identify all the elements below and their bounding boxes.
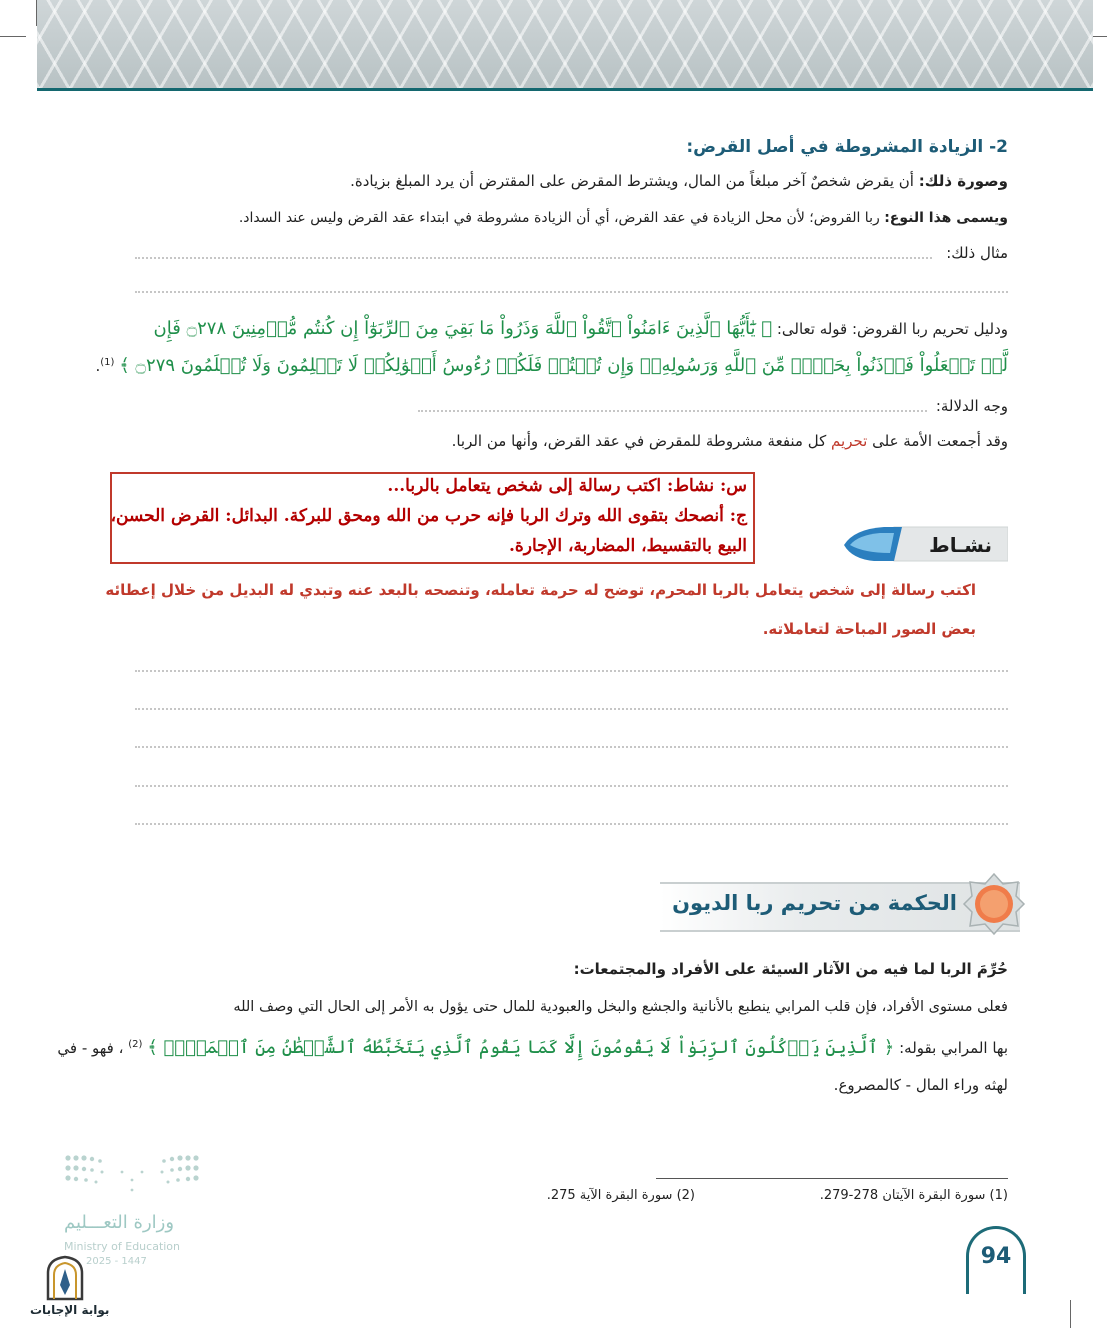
answer-question-line: س: نشاط: اكتب رسالة إلى شخص يتعامل بالربا...: [387, 476, 747, 496]
answer-line: [135, 785, 1008, 787]
crop-mark: [0, 36, 26, 37]
section1-heading: 2- الزيادة المشروطة في أصل القرض:: [686, 137, 1008, 157]
answer-line: [135, 257, 932, 259]
consensus-part1: وقد أجمعت الأمة على: [872, 432, 1008, 450]
section2-para-line1: فعلى مستوى الأفراد، فإن قلب المرابي ينطبع بالأنانية والجشع والبخل والعبودية للمال حتى يؤول به الأمر إلى الحال التي وصف الله: [233, 999, 1008, 1015]
consensus-red-word: تحريم: [831, 432, 868, 450]
ministry-name-ar: وزارة التعـــليم: [64, 1212, 175, 1233]
ministry-name-en: Ministry of Education: [64, 1240, 181, 1253]
footnote-1: (1) سورة البقرة الآيتان 278-279.: [819, 1188, 1008, 1203]
section2-heading: الحكمة من تحريم ربا الديون: [672, 891, 957, 915]
answer-line: [135, 746, 1008, 748]
name-text: ربا القروض؛ لأن محل الزيادة في عقد القرض، أي أن الزيادة مشروطة في ابتداء عقد القرض وليس عند السداد.: [238, 210, 880, 226]
example-label: مثال ذلك:: [946, 244, 1008, 262]
consensus-paragraph: [452, 432, 1008, 452]
consensus-part2: كل منفعة مشروطة للمقرض في عقد القرض، وأنها من الربا.: [451, 432, 827, 450]
verse-line2: لَّمۡ تَفۡعَلُواْ فَأۡذَنُواْ بِحَرۡبٖ مِّنَ ٱللَّهِ وَرَسُولِهِۦۖ وَإِن تُبۡتُمۡ فَلَكُمۡ رُءُوسُ أَمۡوَٰلِكُمۡ لَا تَظۡلِمُونَ وَلَا تُظۡلَمُونَ ۝٢٧٩ ﴾: [119, 355, 1008, 376]
name-paragraph: [239, 209, 1008, 227]
form-label: وصورة ذلك:: [918, 172, 1008, 190]
form-text: أن يقرض شخصٌ آخر مبلغاً من المال، ويشترط المقرض على المقترض أن يرد المبلغ بزيادة.: [350, 172, 914, 190]
form-paragraph: [350, 172, 1008, 192]
activity-tab: [844, 523, 1008, 565]
footnote-rule: [656, 1178, 1008, 1179]
activity-answer-box: [110, 472, 755, 564]
answer-line: [135, 670, 1008, 672]
section2-subheading: حُرِّمَ الربا لما فيه من الآثار السيئة على الأفراد والمجتمعات:: [573, 960, 1008, 978]
section2-line2-end: ، فهو - في: [57, 1039, 124, 1057]
evidence-line1: [154, 317, 1008, 340]
ministry-year: 2025 - 1447: [86, 1256, 147, 1267]
watermark-label: بوابة الإجابات: [30, 1303, 110, 1317]
footnote-ref-1: (1): [100, 357, 115, 368]
answer-line-1: ج: أنصحك بتقوى الله وترك الربا فإنه حرب من الله ومحق للبركة. البدائل: القرض الحسن،: [110, 506, 747, 526]
inference-label: وجه الدلالة:: [935, 397, 1008, 415]
header-pattern-banner: [37, 0, 1093, 91]
section2-intro: بها المرابي بقوله:: [899, 1039, 1008, 1057]
evidence-intro: ودليل تحريم ربا القروض: قوله تعالى:: [776, 320, 1008, 338]
activity-label: نشـاط: [929, 533, 992, 557]
name-label: ويسمى هذا النوع:: [884, 210, 1008, 226]
section2-verse: ﴿ ٱلَّذِينَ يَأۡكُلُونَ ٱلرِّبَوٰاْ لَا يَقُومُونَ إِلَّا كَمَا يَقُومُ ٱلَّذِي يَتَخَبَّطُهُ ٱلشَّيۡطَٰنُ مِنَ ٱلۡمَسِّۚ ﴾: [147, 1037, 895, 1058]
activity-instruction-line2: بعض الصور المباحة لتعاملاته.: [762, 620, 976, 638]
ministry-logo-icon: [62, 1150, 202, 1200]
verse-line1: ﴿ يَٰٓأَيُّهَا ٱلَّذِينَ ءَامَنُواْ ٱتَّقُواْ ٱللَّهَ وَذَرُواْ مَا بَقِيَ مِنَ ٱلرِّبَوٰٓاْ إِن كُنتُم مُّؤۡمِنِينَ ۝٢٧٨ فَإِن: [153, 318, 773, 339]
page-number: 94: [966, 1226, 1026, 1294]
crop-mark: [1070, 1300, 1071, 1328]
answer-line: [135, 708, 1008, 710]
activity-instruction-line1: اكتب رسالة إلى شخص يتعامل بالربا المحرم، توضح له حرمة تعامله، وتنصحه بالبعد عنه وتبدي له البديل من خلال إعطائه: [105, 581, 976, 599]
footnote-ref-2: (2): [128, 1039, 143, 1050]
answer-line: [135, 823, 1008, 825]
section2-para-line3: لهثه وراء المال - كالمصروع.: [833, 1076, 1008, 1094]
watermark-logo-icon: [44, 1255, 86, 1301]
answer-line-2: البيع بالتقسيط، المضاربة، الإجارة.: [508, 536, 747, 556]
answer-line: [135, 291, 1008, 293]
star-ornament-icon: [962, 872, 1026, 936]
answer-line: [418, 410, 927, 412]
section2-para-line2: [57, 1036, 1008, 1059]
footnote-2: (2) سورة البقرة الآية 275.: [546, 1188, 695, 1203]
evidence-line2: لَّمۡ تَفۡعَلُواْ فَأۡذَنُواْ بِحَرۡبٖ مِّنَ ٱللَّهِ وَرَسُولِهِۦۖ وَإِن تُبۡتُمۡ فَلَكُمۡ رُءُوسُ أَمۡوَٰلِكُمۡ لَا تَظۡلِمُونَ وَلَا تُظۡلَمُونَ ۝٢٧٩ ﴾ $^{(1)}$.: [95, 355, 1008, 376]
